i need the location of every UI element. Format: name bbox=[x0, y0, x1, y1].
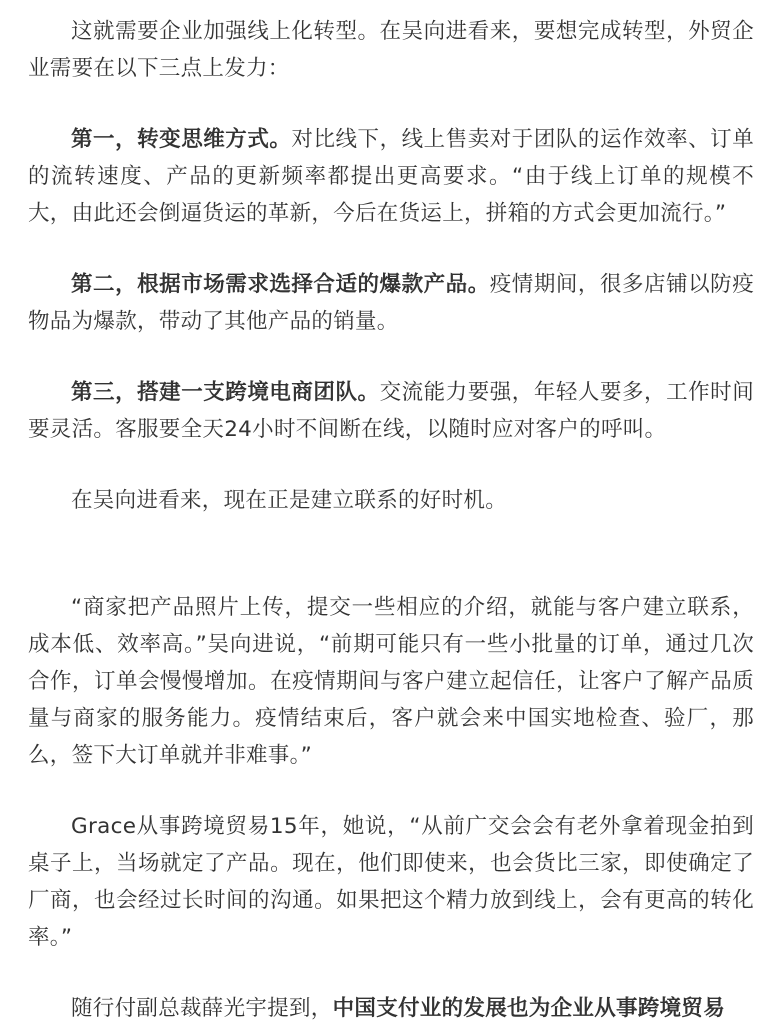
point-one-text: 对比线下，线上售卖对于团队的运作效率、订单的流转速度、产品的更新频率都提出更高要求。“由于线上订单的规模不大，由此还会倒逼货运的革新，今后在货运上，拼箱的方式会更加流行。” bbox=[28, 127, 754, 226]
paragraph-gap bbox=[28, 232, 754, 266]
paragraph-point-one bbox=[28, 121, 754, 232]
paragraph-gap bbox=[28, 87, 754, 121]
paragraph-text: “商家把产品照片上传，提交一些相应的介绍，就能与客户建立联系，成本低、效率高。”吴向进说，“前期可能只有一些小批量的订单，通过几次合作，订单会慢慢增加。在疫情期间与客户建立起信任，让客户了解产品质量与商家的服务能力。疫情结束后，客户就会来中国实地检查、验厂，那么，签下大订单就并非难事。” bbox=[28, 595, 754, 768]
point-three-heading: 第三，搭建一支跨境电商团队。 bbox=[71, 380, 380, 405]
paragraph-point-three bbox=[28, 374, 754, 448]
article-body bbox=[28, 13, 754, 1027]
point-two-heading: 第二，根据市场需求选择合适的爆款产品。 bbox=[71, 272, 490, 297]
paragraph-gap bbox=[28, 956, 754, 990]
point-one-heading: 第一，转变思维方式。 bbox=[71, 127, 292, 152]
paragraph-text: 在吴向进看来，现在正是建立联系的好时机。 bbox=[71, 488, 508, 513]
payment-intro-text: 随行付副总裁薛光宇提到， bbox=[71, 996, 333, 1021]
paragraph-merchant-quote bbox=[28, 589, 754, 774]
paragraph-grace-quote bbox=[28, 808, 754, 956]
paragraph-payment-industry bbox=[28, 990, 754, 1027]
paragraph-text: 这就需要企业加强线上化转型。在吴向进看来，要想完成转型，外贸企业需要在以下三点上发力： bbox=[28, 19, 754, 81]
paragraph-gap bbox=[28, 448, 754, 482]
paragraph-point-two bbox=[28, 266, 754, 340]
paragraph-text: Grace从事跨境贸易15年，她说，“从前广交会会有老外拿着现金拍到桌子上，当场就定了产品。现在，他们即使来，也会货比三家，即使确定了厂商，也会经过长时间的沟通。如果把这个精力放到线上，会有更高的转化率。” bbox=[28, 814, 754, 950]
paragraph-transformation-intro bbox=[28, 13, 754, 87]
payment-highlight-text: 中国支付业的发展也为企业从事跨境贸易 bbox=[332, 996, 726, 1021]
point-two-text: 疫情期间，很多店铺以防疫物品为爆款，带动了其他产品的销量。 bbox=[28, 272, 755, 334]
point-three-text: 交流能力要强，年轻人要多，工作时间要灵活。客服要全天24小时不间断在线，以随时应对客户的呼叫。 bbox=[28, 380, 754, 442]
paragraph-gap bbox=[28, 340, 754, 374]
paragraph-gap bbox=[28, 774, 754, 808]
paragraph-good-timing bbox=[28, 482, 754, 519]
paragraph-gap bbox=[28, 519, 754, 589]
